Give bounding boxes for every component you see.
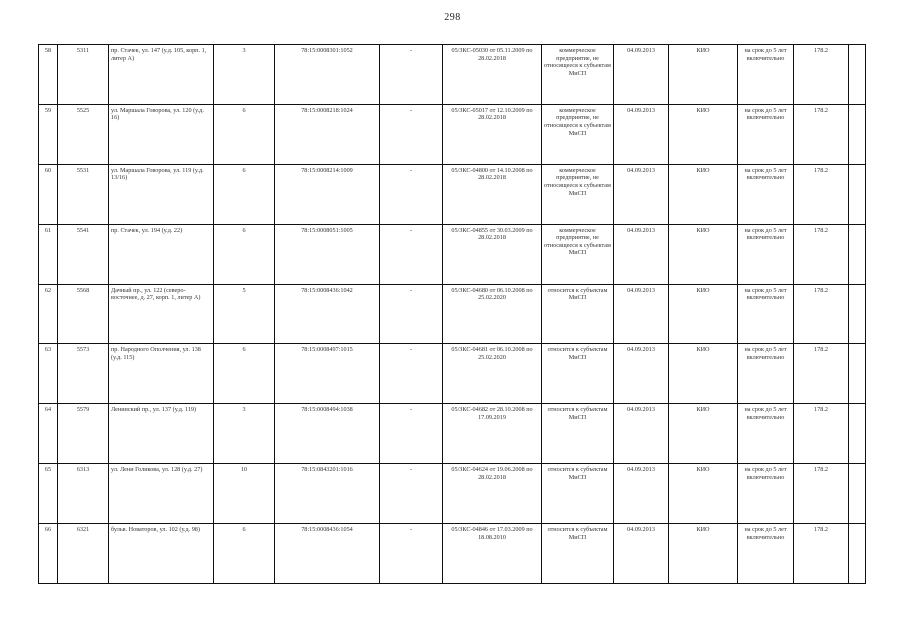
dash-cell: -: [380, 104, 443, 164]
cadastral-number-cell: 78:15:0008218:1024: [275, 104, 380, 164]
object-id-cell: 5573: [58, 344, 109, 404]
cadastral-number-cell: 78:15:0008214:1009: [275, 164, 380, 224]
row-number-cell: 66: [39, 524, 58, 584]
cadastral-number-cell: 78:15:0008497:1015: [275, 344, 380, 404]
empty-cell: [849, 284, 866, 344]
floors-cell: 3: [214, 404, 275, 464]
date-cell: 04.09.2013: [614, 404, 669, 464]
contract-cell: 05/ЗКС-05030 от 05.11.2009 по 28.02.2018: [443, 45, 542, 105]
term-cell: на срок до 5 лет включительно: [738, 524, 794, 584]
organization-cell: КИО: [669, 45, 738, 105]
amount-cell: 178.2: [794, 104, 849, 164]
organization-cell: КИО: [669, 524, 738, 584]
organization-cell: КИО: [669, 404, 738, 464]
floors-cell: 6: [214, 524, 275, 584]
object-id-cell: 5579: [58, 404, 109, 464]
row-number-cell: 64: [39, 404, 58, 464]
table-row: [39, 524, 866, 584]
row-number-cell: 65: [39, 464, 58, 524]
row-number-cell: 59: [39, 104, 58, 164]
category-cell: относится к субъектам МиСП: [542, 404, 614, 464]
empty-cell: [849, 224, 866, 284]
floors-cell: 5: [214, 284, 275, 344]
contract-cell: 05/ЗКС-04681 от 06.10.2008 по 25.02.2020: [443, 344, 542, 404]
contract-cell: 05/ЗКС-04800 от 14.10.2008 по 28.02.2018: [443, 164, 542, 224]
category-cell: коммерческое предприятие, не относящееся к субъектам МиСП: [542, 224, 614, 284]
floors-cell: 6: [214, 224, 275, 284]
contract-cell: 05/ЗКС-04624 от 19.06.2008 по 28.02.2018: [443, 464, 542, 524]
object-id-cell: 5311: [58, 45, 109, 105]
dash-cell: -: [380, 284, 443, 344]
dash-cell: -: [380, 524, 443, 584]
address-cell: ул. Маршала Говорова, ул. 120 (у.д. 16): [109, 104, 214, 164]
row-number-cell: 61: [39, 224, 58, 284]
date-cell: 04.09.2013: [614, 524, 669, 584]
floors-cell: 3: [214, 45, 275, 105]
empty-cell: [849, 45, 866, 105]
category-cell: относится к субъектам МиСП: [542, 464, 614, 524]
category-cell: коммерческое предприятие, не относящееся к субъектам МиСП: [542, 164, 614, 224]
empty-cell: [849, 404, 866, 464]
organization-cell: КИО: [669, 284, 738, 344]
category-cell: относится к субъектам МиСП: [542, 284, 614, 344]
organization-cell: КИО: [669, 104, 738, 164]
category-cell: относится к субъектам МиСП: [542, 344, 614, 404]
dash-cell: -: [380, 344, 443, 404]
contract-cell: 05/ЗКС-04680 от 06.10.2008 по 25.02.2020: [443, 284, 542, 344]
amount-cell: 178.2: [794, 224, 849, 284]
date-cell: 04.09.2013: [614, 45, 669, 105]
row-number-cell: 63: [39, 344, 58, 404]
dash-cell: -: [380, 45, 443, 105]
address-cell: пр. Стачек, ул. 194 (у.д. 22): [109, 224, 214, 284]
date-cell: 04.09.2013: [614, 344, 669, 404]
registry-table: [38, 44, 866, 584]
amount-cell: 178.2: [794, 524, 849, 584]
date-cell: 04.09.2013: [614, 224, 669, 284]
cadastral-number-cell: 78:15:0008436:1054: [275, 524, 380, 584]
table-row: [39, 284, 866, 344]
amount-cell: 178.2: [794, 464, 849, 524]
amount-cell: 178.2: [794, 404, 849, 464]
date-cell: 04.09.2013: [614, 104, 669, 164]
row-number-cell: 60: [39, 164, 58, 224]
table-row: [39, 404, 866, 464]
table-row: [39, 164, 866, 224]
object-id-cell: 6321: [58, 524, 109, 584]
table-row: [39, 344, 866, 404]
floors-cell: 10: [214, 464, 275, 524]
table-row: [39, 224, 866, 284]
object-id-cell: 5525: [58, 104, 109, 164]
term-cell: на срок до 5 лет включительно: [738, 464, 794, 524]
object-id-cell: 5531: [58, 164, 109, 224]
category-cell: коммерческое предприятие, не относящееся к субъектам МиСП: [542, 104, 614, 164]
address-cell: бульв. Новаторов, ул. 102 (у.д. 98): [109, 524, 214, 584]
contract-cell: 05/ЗКС-04682 от 28.10.2008 по 17.09.2019: [443, 404, 542, 464]
object-id-cell: 6313: [58, 464, 109, 524]
organization-cell: КИО: [669, 164, 738, 224]
address-cell: пр. Народного Ополчения, ул. 138 (у.д. 115): [109, 344, 214, 404]
date-cell: 04.09.2013: [614, 284, 669, 344]
amount-cell: 178.2: [794, 164, 849, 224]
contract-cell: 05/ЗКС-04846 от 17.03.2009 по 18.08.2010: [443, 524, 542, 584]
empty-cell: [849, 164, 866, 224]
cadastral-number-cell: 78:15:0008436:1042: [275, 284, 380, 344]
dash-cell: -: [380, 464, 443, 524]
date-cell: 04.09.2013: [614, 164, 669, 224]
empty-cell: [849, 104, 866, 164]
cadastral-number-cell: 78:15:0008494:1038: [275, 404, 380, 464]
row-number-cell: 58: [39, 45, 58, 105]
organization-cell: КИО: [669, 344, 738, 404]
address-cell: Дачный пр., ул. 122 (северо-восточнее, д. 27, корп. 1, литер А): [109, 284, 214, 344]
empty-cell: [849, 524, 866, 584]
organization-cell: КИО: [669, 224, 738, 284]
address-cell: Ленинский пр., ул. 137 (у.д. 119): [109, 404, 214, 464]
floors-cell: 6: [214, 164, 275, 224]
row-number-cell: 62: [39, 284, 58, 344]
category-cell: относится к субъектам МиСП: [542, 524, 614, 584]
contract-cell: 05/ЗКС-05017 от 12.10.2009 по 28.02.2018: [443, 104, 542, 164]
category-cell: коммерческое предприятие, не относящееся к субъектам МиСП: [542, 45, 614, 105]
term-cell: на срок до 5 лет включительно: [738, 404, 794, 464]
object-id-cell: 5541: [58, 224, 109, 284]
page-number: 298: [444, 12, 461, 23]
table-row: [39, 45, 866, 105]
floors-cell: 6: [214, 344, 275, 404]
date-cell: 04.09.2013: [614, 464, 669, 524]
object-id-cell: 5568: [58, 284, 109, 344]
dash-cell: -: [380, 224, 443, 284]
amount-cell: 178.2: [794, 344, 849, 404]
contract-cell: 05/ЗКС-04855 от 30.03.2009 по 28.02.2018: [443, 224, 542, 284]
address-cell: пр. Стачек, ул. 147 (у.д. 105, корп. 1, литер А): [109, 45, 214, 105]
term-cell: на срок до 5 лет включительно: [738, 284, 794, 344]
term-cell: на срок до 5 лет включительно: [738, 224, 794, 284]
cadastral-number-cell: 78:15:0008301:1052: [275, 45, 380, 105]
amount-cell: 178.2: [794, 45, 849, 105]
term-cell: на срок до 5 лет включительно: [738, 45, 794, 105]
cadastral-number-cell: 78:15:0008051:1005: [275, 224, 380, 284]
term-cell: на срок до 5 лет включительно: [738, 104, 794, 164]
table-row: [39, 104, 866, 164]
address-cell: ул. Лени Голикова, ул. 128 (у.д. 27): [109, 464, 214, 524]
dash-cell: -: [380, 404, 443, 464]
organization-cell: КИО: [669, 464, 738, 524]
term-cell: на срок до 5 лет включительно: [738, 164, 794, 224]
term-cell: на срок до 5 лет включительно: [738, 344, 794, 404]
cadastral-number-cell: 78:15:0843201:1016: [275, 464, 380, 524]
amount-cell: 178.2: [794, 284, 849, 344]
floors-cell: 6: [214, 104, 275, 164]
empty-cell: [849, 464, 866, 524]
address-cell: ул. Маршала Говорова, ул. 119 (у.д. 13/16): [109, 164, 214, 224]
dash-cell: -: [380, 164, 443, 224]
empty-cell: [849, 344, 866, 404]
table-row: [39, 464, 866, 524]
